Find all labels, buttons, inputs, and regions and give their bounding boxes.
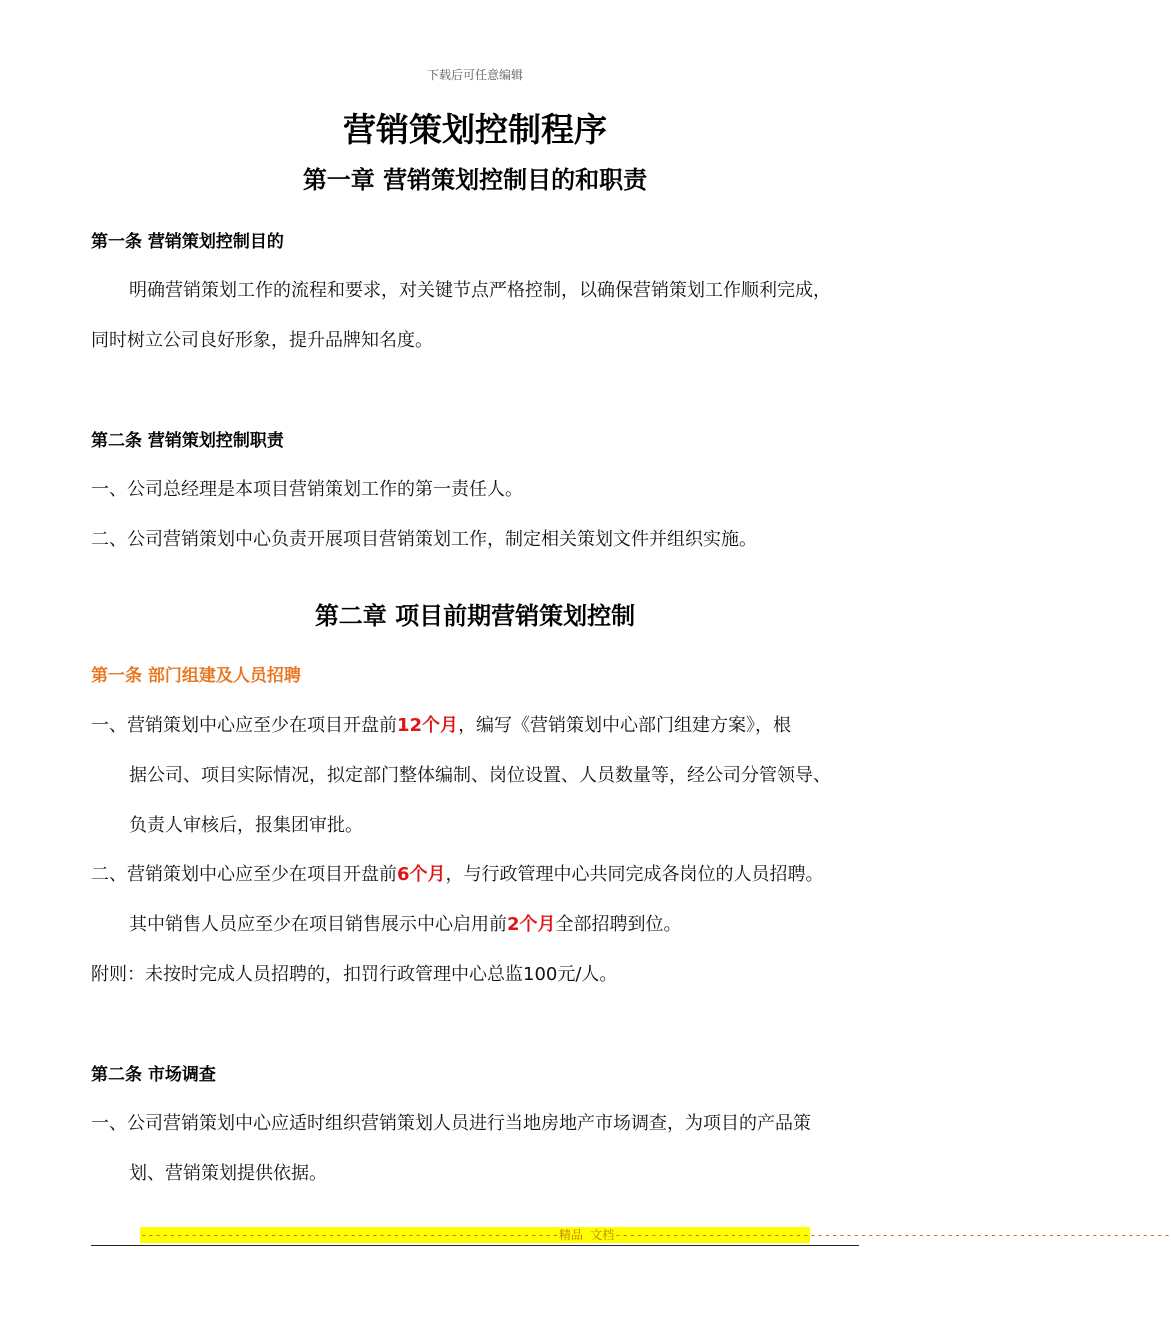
text-segment: 二、营销策划中心应至少在项目开盘前 (91, 864, 397, 885)
list-item (91, 711, 791, 737)
chapter-1-article-2-heading: 第二条 营销策划控制职责 (91, 431, 284, 451)
text-segment: 其中销售人员应至少在项目销售展示中心启用前 (129, 914, 507, 935)
footer-dashes: ----------------------------------------------------------------------------- (614, 1228, 1171, 1242)
list-item: 一、公司总经理是本项目营销策划工作的第一责任人。 (91, 479, 523, 500)
list-item (91, 860, 824, 886)
penalty-note: 附则：未按时完成人员招聘的，扣罚行政管理中心总监100元/人。 (91, 964, 618, 985)
list-item: 一、公司营销策划中心应适时组织营销策划人员进行当地房地产市场调查，为项目的产品策 (91, 1113, 811, 1134)
paragraph-line: 同时树立公司良好形象，提升品牌知名度。 (91, 330, 433, 351)
footer-divider (91, 1245, 859, 1246)
footer-banner (140, 1227, 1171, 1243)
paragraph-line: 明确营销策划工作的流程和要求，对关键节点严格控制，以确保营销策划工作顺利完成， (129, 280, 831, 301)
paragraph-line: 负责人审核后，报集团审批。 (129, 815, 363, 836)
footer-dashes: ---------------------------------------------------------- (140, 1228, 560, 1242)
paragraph-line: 划、营销策划提供依据。 (129, 1163, 327, 1184)
footer-label: 精品 文档 (559, 1228, 615, 1242)
highlighted-deadline: 2个月 (507, 914, 556, 935)
document-title: 营销策划控制程序 (343, 110, 607, 149)
chapter-2-article-1-heading: 第一条 部门组建及人员招聘 (91, 666, 301, 686)
text-segment: 全部招聘到位。 (555, 914, 682, 935)
chapter-2-heading: 第二章 项目前期营销策划控制 (314, 602, 636, 630)
chapter-1-article-1-heading: 第一条 营销策划控制目的 (91, 232, 284, 252)
list-item: 二、公司营销策划中心负责开展项目营销策划工作，制定相关策划文件并组织实施。 (91, 529, 757, 550)
highlighted-deadline: 6个月 (397, 864, 446, 885)
text-segment: ，编写《营销策划中心部门组建方案》，根 (458, 715, 792, 736)
text-segment: ，与行政管理中心共同完成各岗位的人员招聘。 (445, 864, 824, 885)
highlighted-deadline: 12个月 (397, 715, 459, 736)
header-note: 下载后可任意编辑 (426, 68, 523, 82)
paragraph-line: 据公司、项目实际情况，拟定部门整体编制、岗位设置、人员数量等，经公司分管领导、 (129, 765, 831, 786)
text-segment: 一、营销策划中心应至少在项目开盘前 (91, 715, 397, 736)
chapter-2-article-2-heading: 第二条 市场调查 (91, 1065, 216, 1085)
chapter-1-heading: 第一章 营销策划控制目的和职责 (302, 166, 648, 194)
paragraph-line (129, 910, 682, 936)
